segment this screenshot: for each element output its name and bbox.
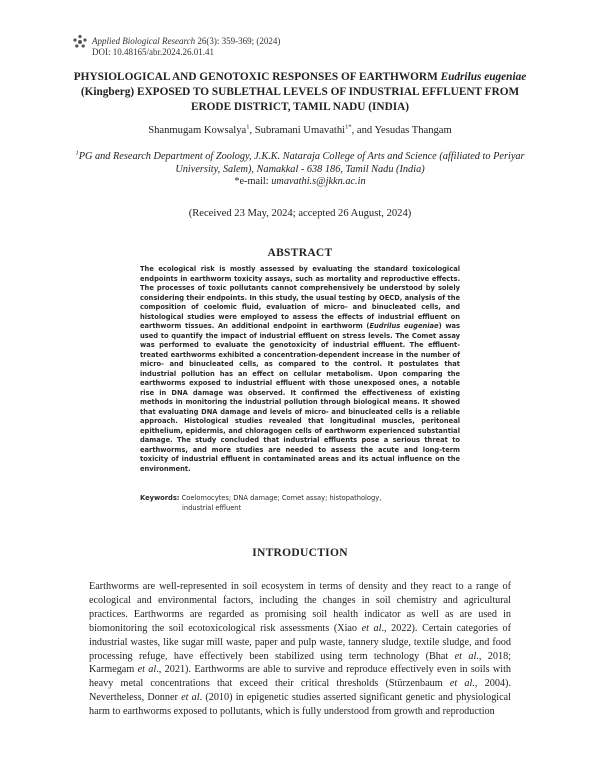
body-text-segment: ., 2021). Earthworms are able to survive and reproduce effectively even in soils with heavy metal concentrations that exceed their critical thresholds (Stürzenbaum [89, 664, 511, 690]
received-dates: (Received 23 May, 2024; accepted 26 August, 2024) [188, 208, 412, 219]
journal-name: Applied Biological Research [92, 36, 196, 46]
keywords-line [140, 493, 460, 503]
title-part-1: PHYSIOLOGICAL AND GENOTOXIC RESPONSES OF EARTHWORM [73, 71, 441, 83]
journal-logo-icon [72, 34, 88, 50]
affiliation-text: PG and Research Department of Zoology, J.K.K. Nataraja College of Arts and Science (affiliated to Periyar University, Salem), Namakkal - 638 186, Tamil Nadu (India) [78, 151, 525, 175]
author-name: Yesudas Thangam [374, 125, 452, 136]
corresponding-email [60, 176, 540, 187]
journal-doi: DOI: 10.48165/abr.2024.26.01.41 [92, 47, 214, 57]
author-list [60, 125, 540, 136]
title-species: Eudrilus eugeniae [440, 71, 527, 83]
affiliation-mark: 1 [75, 149, 79, 157]
keywords-line: industrial effluent [182, 504, 242, 512]
journal-volume: 26(3): 359-369; (2024) [197, 36, 281, 46]
abstract-text: ) was used to quantify the impact of industrial effluent on stress levels. The Comet assay was performed to evaluate the genotoxicity of industrial effluent. The effluent-treated earthworms exhibited a concentration-dependent increase in the number of micro- and binucleated cells, as compared to the control. It postulates that industrial pollution has an effect on cellular metabolism. Upon comparing the earthworms exposed to industrial effluent with those unexposed ones, a notable rise in DNA damage was observed. It confirmed the effectiveness of existing methods in monitoring the industrial pollution through biological means. It showed that evaluating DNA damage and levels of micro- and binucleated cells is a reliable approach. Histological studies revealed that longitudinal muscles, peritoneal epithelium, epidermis, and chloragogen cells of earthworm experienced substantial damage. The study concluded that industrial effluents pose a serious threat to earthworms, and more studies are needed to assess the acute and long-term toxicity of industrial effluent in contaminated areas and its actual influence on the environment. [140, 322, 460, 473]
paper-title [60, 70, 540, 115]
body-text-segment: ., 2022). Certain categories of industrial wastes, like sugar mill waste, paper and pulp waste, tannery sludge, textile sludge, and food processing refuge, have effectively been stabilized using term technology (Bhat [89, 622, 512, 662]
author-separator: , [249, 125, 255, 136]
author-affiliation-mark: 1 [246, 123, 250, 131]
keywords-label: Keywords: [140, 494, 180, 502]
abstract-heading: ABSTRACT [267, 247, 333, 259]
journal-header [92, 36, 280, 58]
keywords-text: Coelomocytes; DNA damage; Comet assay; histopathology, [179, 494, 382, 502]
citation-etal: et al [361, 622, 382, 634]
author-separator: , and [351, 125, 375, 136]
abstract-text: The ecological risk is mostly assessed by evaluating the standard toxicological endpoints in earthworm toxicity assays, such as mortality and reproductive effects. The processes of toxic pollutants cannot comprehensively be understood by solely considering their endpoints. In this study, the usual testing by OECD, analysis of the composition of coelomic fluid, evaluation of micro- and binucleated cells, and histological studies were employed to assess the effects of industrial effluent on earthworm tissues. An additional endpoint in earthworm ( [140, 265, 460, 330]
author-affiliation-mark: 1* [345, 123, 352, 131]
author-name: Subramani Umavathi [254, 125, 346, 136]
title-part-2: (Kingberg) EXPOSED TO SUBLETHAL LEVELS OF INDUSTRIAL EFFLUENT FROM ERODE DISTRICT, TAMIL NADU (INDIA) [80, 86, 520, 113]
introduction-body [89, 580, 511, 719]
affiliation [75, 150, 525, 176]
citation-etal: et al [137, 664, 157, 676]
introduction-heading: INTRODUCTION [252, 547, 348, 559]
body-text-segment: . (2010) in epigenetic studies asserted significant genetic and physiological harm to earthworms exposed to pollutants, which is fully understood from growth and reproduction [89, 692, 511, 718]
body-text-segment: Earthworms are well-represented in soil ecosystem in terms of density and they react to a range of ecological and environmental factors, including the changes in soil chemistry and agricultural practices. Earthworms are regarded as promising soil health indicator as well as are used in biomonitoring the soil ecotoxicological risk assessments (Xiao [89, 581, 511, 634]
abstract-species: Eudrilus eugeniae [369, 322, 439, 330]
author-name: Shanmugam Kowsalya [148, 125, 247, 136]
body-text-segment: ., 2018; Karmegam [89, 650, 511, 676]
body-text-segment: , 2004). Nevertheless, Donner [89, 678, 511, 704]
citation-etal: et al [454, 650, 477, 662]
citation-etal: et al. [449, 678, 475, 690]
email-address[interactable]: umavathi.s@jkkn.ac.in [271, 176, 366, 187]
email-label: *e-mail: [234, 176, 272, 187]
citation-etal: et al [181, 692, 200, 704]
journal-citation [92, 36, 280, 47]
keywords [140, 493, 460, 513]
abstract-body [140, 265, 460, 474]
